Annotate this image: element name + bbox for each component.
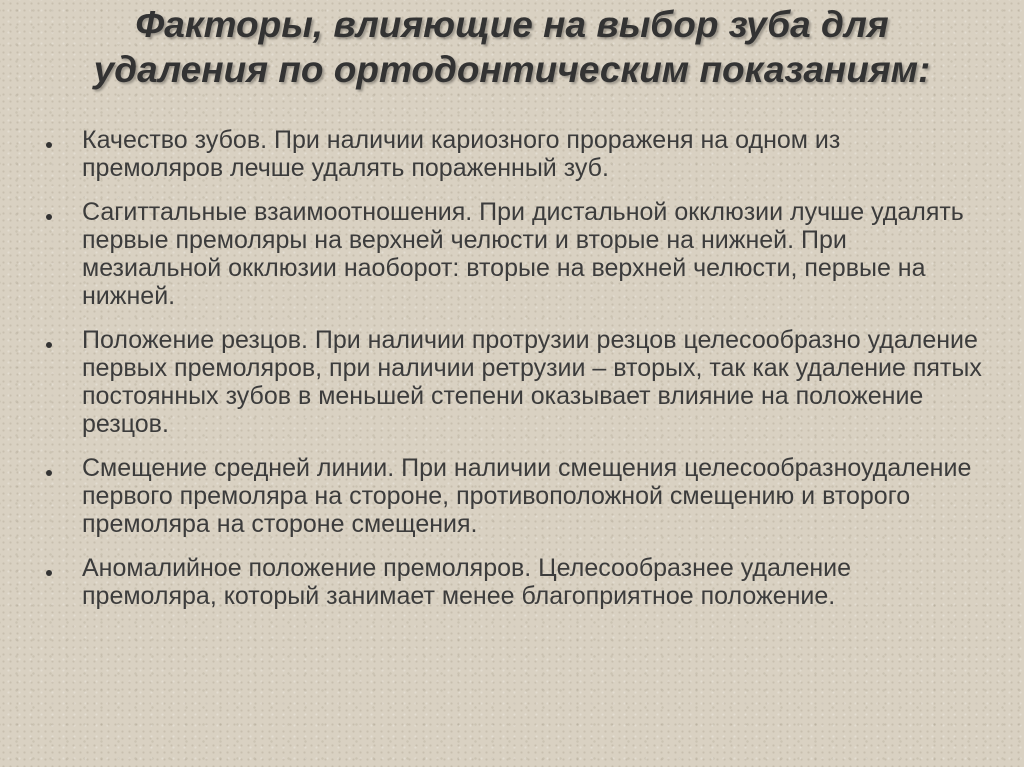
bullet-text: Смещение средней линии. При наличии смещения целесообразноудаление первого премоляра на стороне, противоположной смещению и второго премоляра на стороне смещения. <box>82 454 972 538</box>
bullet-text: Аномалийное положение премоляров. Целесообразнее удаление премоляра, который занимает менее благоприятное положение. <box>82 554 852 610</box>
bullet-item-midline <box>44 454 984 538</box>
bullet-item-anomaly <box>44 554 984 610</box>
bullet-dot-icon <box>46 142 52 148</box>
bullet-item-quality <box>44 126 984 182</box>
bullet-dot-icon <box>46 570 52 576</box>
bullet-dot-icon <box>46 470 52 476</box>
bullet-text: Сагиттальные взаимоотношения. При дистальной окклюзии лучше удалять первые премоляры на верхней челюсти и вторые на нижней. При мезиальной окклюзии наоборот: вторые на верхней челюсти, первые на нижней. <box>82 198 964 310</box>
bullet-item-sagittal <box>44 198 984 310</box>
bullet-dot-icon <box>46 214 52 220</box>
bullet-item-incisors <box>44 326 984 438</box>
bullet-list <box>44 126 984 626</box>
bullet-text: Качество зубов. При наличии кариозного прораженя на одном из премоляров лечше удалять пораженный зуб. <box>82 126 841 182</box>
slide-title: Факторы, влияющие на выбор зуба для удаления по ортодонтическим показаниям: <box>93 4 931 90</box>
bullet-text: Положение резцов. При наличии протрузии резцов целесообразно удаление первых премоляров, при наличии ретрузии – вторых, так как удаление пятых постоянных зубов в меньшей степени оказывает влияние на положение резцов. <box>82 326 982 438</box>
bullet-dot-icon <box>46 342 52 348</box>
